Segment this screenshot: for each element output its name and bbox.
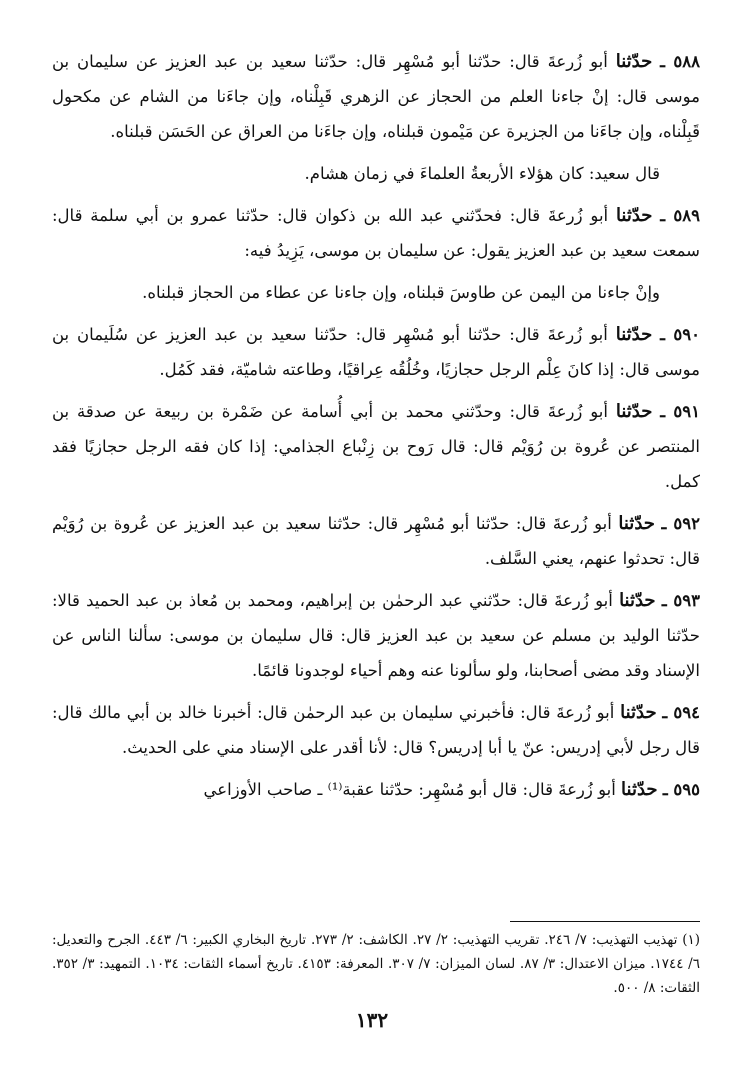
hadith-paragraph xyxy=(52,198,700,268)
page-number: ١٣٢ xyxy=(355,1008,389,1032)
narration-keyword: حدّثنا xyxy=(615,401,653,422)
narration-keyword: حدّثنا xyxy=(615,205,653,226)
hadith-text: أبو زُرعةَ قال: حدّثني عبد الرحمٰن بن إبراهيم، ومحمد بن مُعاذ بن عبد الحميد قالا: حدّثنا الوليد بن مسلم عن سعيد بن عبد العزيز قال: قال سليمان بن موسى: سألنا الناس عن الإسناد وقد مضى أصحابنا، ولو سألونا عنه وهم أحياء لوجدونا قائمًا. xyxy=(52,591,700,680)
hadith-text: أبو زُرعةَ قال: قال أبو مُسْهِر: حدّثنا عقبة⁽¹⁾ ـ صاحب الأوزاعي xyxy=(203,780,616,799)
footnote-1: (١) تهذيب التهذيب: ٧/ ٢٤٦. تقريب التهذيب: ٢/ ٢٧. الكاشف: ٢/ ٢٧٣. تاريخ البخاري الكبير: ٦/ ٤٤٣. الجرح والتعديل: ٦/ ١٧٤٤. ميزان الاعتدال: ٣/ ٨٧. لسان الميزان: ٧/ ٣٠٧. المعرفة: ٤١٥٣. تاريخ أسماء الثقات: ١٠٣٤. التمهيد: ٣/ ٣٥٢. الثقات: ٨/ ٥٠٠. xyxy=(52,932,701,996)
hadith-paragraph xyxy=(52,156,700,191)
narration-keyword: حدّثنا xyxy=(621,779,658,800)
narration-keyword: حدّثنا xyxy=(615,324,653,345)
footnotes xyxy=(52,928,700,1000)
hadith-number: ٥٩٢ ـ xyxy=(661,514,700,533)
hadith-text: أبو زُرعةَ قال: حدّثنا أبو مُسْهِر قال: حدّثنا سعيد بن عبد العزيز عن سليمان بن موسى قال: إنْ جاءنا العلم من الحجاز عن الزهري قَبِلْناه، وإن جاءَنا من الشام عن مكحول قَبِلْناه، وإن جاءَنا من الجزيرة عن مَيْمون قبلناه، وإن جاءَنا من العراق عن الحَسَن قبلناه. xyxy=(52,52,700,141)
hadith-text: أبو زُرعةَ قال: فحدّثني عبد الله بن ذكوان قال: حدّثنا عمرو بن أبي سلمة قال: سمعت سعيد بن عبد العزيز يقول: عن سليمان بن موسى، يَزِيدُ فيه: xyxy=(52,206,700,260)
hadith-paragraph xyxy=(52,394,700,499)
hadith-text: أبو زُرعةَ قال: وحدّثني محمد بن أبي أُسامة عن ضَمْرة بن ربيعة عن صدقة بن المنتصر عن عُروة بن رُوَيْم قال: قال رَوح بن زِنْباع الجذامي: إذا كان فقه الرجل حجازيًا فقد كمل. xyxy=(52,402,700,491)
hadith-paragraph xyxy=(52,44,700,149)
hadith-paragraph xyxy=(52,317,700,387)
hadith-paragraph xyxy=(52,275,700,310)
main-text xyxy=(52,44,700,807)
narration-keyword: حدّثنا xyxy=(618,513,655,534)
hadith-number: ٥٩٣ ـ xyxy=(661,591,700,610)
hadith-text: وإنْ جاءنا من اليمن عن طاوسَ قبلناه، وإن جاءنا عن عطاء من الحجاز قبلناه. xyxy=(142,283,660,302)
hadith-number: ٥٩٠ ـ xyxy=(660,325,701,344)
narration-keyword: حدّثنا xyxy=(620,702,657,723)
narration-keyword: حدّثنا xyxy=(619,590,656,611)
hadith-paragraph xyxy=(52,583,700,688)
hadith-text: أبو زُرعةَ قال: حدّثنا أبو مُسْهِر قال: حدّثنا سعيد بن عبد العزيز عن سُلَيمان بن موسى قال: إذا كانَ عِلْم الرجل حجازيًا، وخُلُقُه عِراقيًا، وطاعته شاميّة، فقد كَمُل. xyxy=(52,325,700,379)
narration-keyword: حدّثنا xyxy=(615,51,653,72)
hadith-number: ٥٨٩ ـ xyxy=(660,206,700,225)
hadith-text: أبو زُرعةَ قال: حدّثنا أبو مُسْهِر قال: حدّثنا سعيد بن عبد العزيز عن عُروة بن رُوَيْم قال: تحدثوا عنهم، يعني السَّلف. xyxy=(52,514,700,568)
hadith-paragraph xyxy=(52,695,700,765)
footnote-divider xyxy=(510,921,700,922)
hadith-paragraph xyxy=(52,506,700,576)
hadith-number: ٥٨٨ ـ xyxy=(660,52,701,71)
hadith-number: ٥٩١ ـ xyxy=(660,402,700,421)
hadith-paragraph xyxy=(52,772,700,807)
hadith-text: قال سعيد: كان هؤلاء الأربعةُ العلماءَ في زمان هشام. xyxy=(304,164,660,183)
hadith-number: ٥٩٥ ـ xyxy=(662,780,700,799)
hadith-number: ٥٩٤ ـ xyxy=(662,703,700,722)
hadith-text: أبو زُرعةَ قال: فأخبرني سليمان بن عبد الرحمٰن قال: أخبرنا خالد بن أبي مالك قال: قال رجل لأبي إدريس: عنّ يا أبا إدريس؟ قال: لأنا أقدر على الإسناد مني على الحديث. xyxy=(52,703,700,757)
